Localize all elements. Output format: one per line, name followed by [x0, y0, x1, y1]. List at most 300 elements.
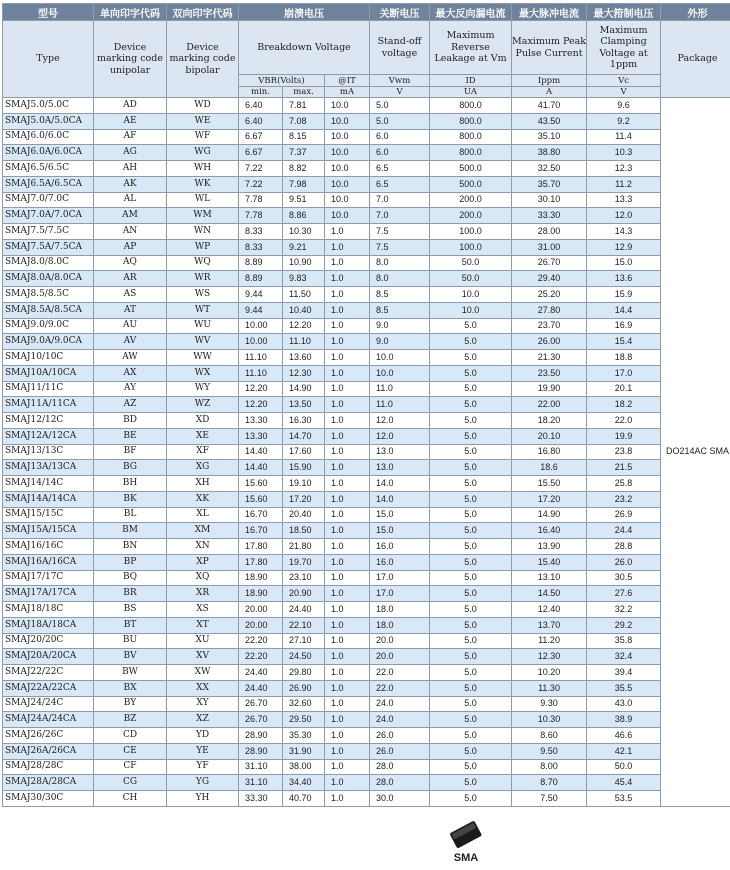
cell-unipolar-code: AS	[94, 287, 167, 303]
cell-id: 100.0	[430, 239, 512, 255]
header-breakdown-cn: 崩溃电压	[239, 4, 370, 21]
cell-ippm: 10.20	[512, 665, 587, 681]
cell-unipolar-code: BV	[94, 649, 167, 665]
cell-vbr-max: 35.30	[283, 728, 325, 744]
cell-vbr-max: 17.20	[283, 491, 325, 507]
cell-it: 1.0	[325, 302, 370, 318]
cell-ippm: 10.30	[512, 712, 587, 728]
cell-vc: 25.8	[587, 476, 661, 492]
cell-id: 5.0	[430, 775, 512, 791]
cell-bipolar-code: WP	[167, 239, 239, 255]
cell-ippm: 7.50	[512, 791, 587, 807]
cell-vbr-max: 23.10	[283, 570, 325, 586]
cell-ippm: 15.40	[512, 554, 587, 570]
cell-vwm: 7.0	[370, 192, 430, 208]
header-vwm-symbol: Vwm	[370, 75, 430, 87]
cell-type: SMAJ12/12C	[3, 413, 94, 429]
cell-vbr-min: 31.10	[239, 759, 283, 775]
cell-bipolar-code: XR	[167, 586, 239, 602]
cell-ippm: 16.80	[512, 444, 587, 460]
cell-vwm: 9.0	[370, 318, 430, 334]
table-row	[3, 334, 730, 350]
header-package-cn: 外形	[661, 4, 730, 21]
cell-vc: 30.5	[587, 570, 661, 586]
table-row	[3, 775, 730, 791]
cell-vbr-max: 14.70	[283, 428, 325, 444]
cell-unipolar-code: AZ	[94, 397, 167, 413]
cell-vbr-max: 26.90	[283, 680, 325, 696]
cell-bipolar-code: YF	[167, 759, 239, 775]
cell-type: SMAJ6.5A/6.5CA	[3, 176, 94, 192]
header-pulse-current: Maximum Peak Pulse Current	[512, 21, 587, 75]
cell-ippm: 8.70	[512, 775, 587, 791]
table-row	[3, 476, 730, 492]
header-bipolar-cn: 双向印字代码	[167, 4, 239, 21]
cell-vbr-min: 7.78	[239, 208, 283, 224]
cell-id: 5.0	[430, 491, 512, 507]
cell-vbr-max: 12.20	[283, 318, 325, 334]
header-unipolar-cn: 单向印字代码	[94, 4, 167, 21]
cell-vc: 14.3	[587, 224, 661, 240]
cell-type: SMAJ26A/26CA	[3, 743, 94, 759]
cell-bipolar-code: WW	[167, 350, 239, 366]
cell-bipolar-code: XZ	[167, 712, 239, 728]
cell-id: 5.0	[430, 743, 512, 759]
cell-unipolar-code: AF	[94, 129, 167, 145]
cell-it: 1.0	[325, 460, 370, 476]
table-row	[3, 507, 730, 523]
cell-vbr-min: 15.60	[239, 491, 283, 507]
cell-bipolar-code: XU	[167, 633, 239, 649]
cell-type: SMAJ30/30C	[3, 791, 94, 807]
cell-ippm: 9.30	[512, 696, 587, 712]
cell-vbr-max: 18.50	[283, 523, 325, 539]
cell-bipolar-code: WT	[167, 302, 239, 318]
cell-vwm: 6.0	[370, 145, 430, 161]
header-vwm-unit: V	[370, 87, 430, 98]
cell-ippm: 18.6	[512, 460, 587, 476]
cell-vbr-min: 18.90	[239, 570, 283, 586]
cell-it: 1.0	[325, 318, 370, 334]
cell-it: 1.0	[325, 554, 370, 570]
cell-it: 1.0	[325, 743, 370, 759]
cell-vc: 46.6	[587, 728, 661, 744]
cell-bipolar-code: XE	[167, 428, 239, 444]
cell-vc: 18.2	[587, 397, 661, 413]
cell-ippm: 12.40	[512, 602, 587, 618]
cell-unipolar-code: CD	[94, 728, 167, 744]
cell-vwm: 14.0	[370, 476, 430, 492]
cell-unipolar-code: AW	[94, 350, 167, 366]
cell-unipolar-code: BG	[94, 460, 167, 476]
cell-ippm: 38.80	[512, 145, 587, 161]
cell-it: 1.0	[325, 444, 370, 460]
cell-it: 1.0	[325, 775, 370, 791]
cell-unipolar-code: CE	[94, 743, 167, 759]
cell-vwm: 6.5	[370, 176, 430, 192]
cell-it: 1.0	[325, 649, 370, 665]
cell-vbr-max: 10.90	[283, 255, 325, 271]
cell-bipolar-code: WY	[167, 381, 239, 397]
cell-ippm: 8.60	[512, 728, 587, 744]
table-row	[3, 413, 730, 429]
cell-type: SMAJ13/13C	[3, 444, 94, 460]
cell-id: 5.0	[430, 633, 512, 649]
table-row	[3, 365, 730, 381]
cell-ippm: 8.00	[512, 759, 587, 775]
cell-id: 5.0	[430, 365, 512, 381]
cell-it: 1.0	[325, 539, 370, 555]
cell-unipolar-code: BY	[94, 696, 167, 712]
cell-vc: 32.4	[587, 649, 661, 665]
cell-ippm: 28.00	[512, 224, 587, 240]
cell-vc: 20.1	[587, 381, 661, 397]
table-row	[3, 712, 730, 728]
cell-it: 1.0	[325, 476, 370, 492]
cell-vbr-min: 24.40	[239, 665, 283, 681]
cell-ippm: 27.80	[512, 302, 587, 318]
cell-ippm: 35.70	[512, 176, 587, 192]
cell-vbr-min: 26.70	[239, 696, 283, 712]
cell-vbr-min: 6.67	[239, 129, 283, 145]
cell-vc: 29.2	[587, 617, 661, 633]
cell-it: 1.0	[325, 759, 370, 775]
cell-vbr-min: 6.40	[239, 98, 283, 114]
cell-vbr-max: 27.10	[283, 633, 325, 649]
cell-type: SMAJ28/28C	[3, 759, 94, 775]
cell-id: 5.0	[430, 570, 512, 586]
header-it-symbol: @IT	[325, 75, 370, 87]
cell-vbr-min: 12.20	[239, 397, 283, 413]
table-row	[3, 696, 730, 712]
cell-type: SMAJ9.0A/9.0CA	[3, 334, 94, 350]
cell-id: 5.0	[430, 602, 512, 618]
cell-vwm: 26.0	[370, 728, 430, 744]
cell-vc: 12.9	[587, 239, 661, 255]
cell-vbr-max: 9.83	[283, 271, 325, 287]
table-row	[3, 602, 730, 618]
cell-id: 5.0	[430, 507, 512, 523]
cell-vbr-min: 8.89	[239, 271, 283, 287]
cell-vbr-max: 9.51	[283, 192, 325, 208]
cell-unipolar-code: AY	[94, 381, 167, 397]
header-max-label: max.	[283, 87, 325, 98]
cell-it: 10.0	[325, 98, 370, 114]
header-vbr-symbol: VBR(Volts)	[239, 75, 325, 87]
cell-id: 200.0	[430, 208, 512, 224]
cell-bipolar-code: WV	[167, 334, 239, 350]
cell-vc: 26.0	[587, 554, 661, 570]
cell-unipolar-code: BX	[94, 680, 167, 696]
spec-table	[2, 3, 730, 807]
cell-ippm: 16.40	[512, 523, 587, 539]
cell-bipolar-code: XK	[167, 491, 239, 507]
cell-bipolar-code: WU	[167, 318, 239, 334]
cell-vc: 17.0	[587, 365, 661, 381]
cell-it: 1.0	[325, 350, 370, 366]
cell-bipolar-code: XX	[167, 680, 239, 696]
cell-vbr-min: 14.40	[239, 460, 283, 476]
cell-bipolar-code: YE	[167, 743, 239, 759]
cell-vc: 16.9	[587, 318, 661, 334]
cell-unipolar-code: AH	[94, 161, 167, 177]
cell-vbr-max: 29.50	[283, 712, 325, 728]
cell-bipolar-code: XV	[167, 649, 239, 665]
cell-it: 1.0	[325, 381, 370, 397]
cell-vwm: 24.0	[370, 712, 430, 728]
package-cell: DO214AC SMA	[661, 98, 730, 807]
cell-it: 1.0	[325, 696, 370, 712]
cell-type: SMAJ22A/22CA	[3, 680, 94, 696]
cell-type: SMAJ8.0/8.0C	[3, 255, 94, 271]
cell-vc: 26.9	[587, 507, 661, 523]
cell-vc: 19.9	[587, 428, 661, 444]
cell-vbr-max: 10.30	[283, 224, 325, 240]
cell-ippm: 26.70	[512, 255, 587, 271]
cell-unipolar-code: BP	[94, 554, 167, 570]
cell-bipolar-code: WS	[167, 287, 239, 303]
cell-bipolar-code: YG	[167, 775, 239, 791]
cell-type: SMAJ16A/16CA	[3, 554, 94, 570]
cell-vwm: 8.0	[370, 271, 430, 287]
cell-vbr-min: 8.33	[239, 239, 283, 255]
cell-ippm: 25.20	[512, 287, 587, 303]
cell-vbr-min: 10.00	[239, 318, 283, 334]
cell-bipolar-code: XG	[167, 460, 239, 476]
table-row	[3, 428, 730, 444]
cell-vc: 43.0	[587, 696, 661, 712]
cell-it: 1.0	[325, 523, 370, 539]
header-vc-symbol: Vc	[587, 75, 661, 87]
cell-bipolar-code: XY	[167, 696, 239, 712]
cell-vc: 50.0	[587, 759, 661, 775]
cell-vwm: 5.0	[370, 113, 430, 129]
cell-vbr-min: 6.40	[239, 113, 283, 129]
cell-id: 5.0	[430, 334, 512, 350]
cell-vwm: 7.5	[370, 224, 430, 240]
table-row	[3, 255, 730, 271]
cell-unipolar-code: BZ	[94, 712, 167, 728]
cell-ippm: 31.00	[512, 239, 587, 255]
cell-id: 5.0	[430, 460, 512, 476]
cell-type: SMAJ28A/28CA	[3, 775, 94, 791]
cell-vbr-min: 24.40	[239, 680, 283, 696]
cell-it: 1.0	[325, 239, 370, 255]
cell-vbr-min: 31.10	[239, 775, 283, 791]
cell-vbr-max: 17.60	[283, 444, 325, 460]
cell-id: 5.0	[430, 586, 512, 602]
cell-vbr-min: 17.80	[239, 554, 283, 570]
table-row	[3, 444, 730, 460]
cell-vbr-max: 7.81	[283, 98, 325, 114]
cell-vc: 12.3	[587, 161, 661, 177]
cell-ippm: 9.50	[512, 743, 587, 759]
cell-vwm: 12.0	[370, 428, 430, 444]
table-row	[3, 728, 730, 744]
cell-type: SMAJ8.5/8.5C	[3, 287, 94, 303]
cell-bipolar-code: XP	[167, 554, 239, 570]
cell-id: 5.0	[430, 381, 512, 397]
cell-vbr-max: 11.50	[283, 287, 325, 303]
cell-it: 1.0	[325, 287, 370, 303]
cell-bipolar-code: WN	[167, 224, 239, 240]
cell-vwm: 15.0	[370, 507, 430, 523]
cell-vbr-max: 29.80	[283, 665, 325, 681]
cell-it: 10.0	[325, 129, 370, 145]
cell-vbr-max: 32.60	[283, 696, 325, 712]
header-vc-unit: V	[587, 87, 661, 98]
cell-id: 5.0	[430, 712, 512, 728]
cell-unipolar-code: BE	[94, 428, 167, 444]
cell-it: 1.0	[325, 224, 370, 240]
cell-ippm: 23.50	[512, 365, 587, 381]
cell-id: 5.0	[430, 350, 512, 366]
cell-unipolar-code: CF	[94, 759, 167, 775]
cell-unipolar-code: AD	[94, 98, 167, 114]
cell-vc: 22.0	[587, 413, 661, 429]
cell-vbr-min: 17.80	[239, 539, 283, 555]
cell-type: SMAJ9.0/9.0C	[3, 318, 94, 334]
cell-id: 800.0	[430, 129, 512, 145]
cell-id: 5.0	[430, 696, 512, 712]
cell-type: SMAJ11/11C	[3, 381, 94, 397]
cell-bipolar-code: WK	[167, 176, 239, 192]
cell-vbr-min: 22.20	[239, 649, 283, 665]
cell-unipolar-code: BM	[94, 523, 167, 539]
cell-vbr-max: 8.15	[283, 129, 325, 145]
cell-ippm: 18.20	[512, 413, 587, 429]
cell-vc: 32.2	[587, 602, 661, 618]
cell-vbr-min: 22.20	[239, 633, 283, 649]
cell-vc: 10.3	[587, 145, 661, 161]
cell-vc: 42.1	[587, 743, 661, 759]
cell-type: SMAJ20A/20CA	[3, 649, 94, 665]
cell-vbr-max: 24.50	[283, 649, 325, 665]
cell-vc: 53.5	[587, 791, 661, 807]
cell-id: 10.0	[430, 302, 512, 318]
cell-vwm: 28.0	[370, 759, 430, 775]
header-clamping-cn: 最大箝制电压	[587, 4, 661, 21]
cell-vbr-min: 11.10	[239, 350, 283, 366]
cell-it: 10.0	[325, 161, 370, 177]
cell-vwm: 20.0	[370, 649, 430, 665]
cell-ippm: 22.00	[512, 397, 587, 413]
header-package: Package	[661, 21, 730, 98]
cell-it: 10.0	[325, 192, 370, 208]
header-clamping: Maximum Clamping Voltage at 1ppm	[587, 21, 661, 75]
cell-type: SMAJ17A/17CA	[3, 586, 94, 602]
cell-vbr-max: 9.21	[283, 239, 325, 255]
cell-id: 5.0	[430, 728, 512, 744]
cell-vbr-min: 7.22	[239, 161, 283, 177]
cell-id: 800.0	[430, 113, 512, 129]
cell-type: SMAJ7.0/7.0C	[3, 192, 94, 208]
cell-type: SMAJ15/15C	[3, 507, 94, 523]
cell-unipolar-code: AQ	[94, 255, 167, 271]
table-row	[3, 192, 730, 208]
cell-type: SMAJ22/22C	[3, 665, 94, 681]
table-row	[3, 791, 730, 807]
cell-vbr-max: 38.00	[283, 759, 325, 775]
cell-vwm: 15.0	[370, 523, 430, 539]
table-row	[3, 176, 730, 192]
cell-vwm: 18.0	[370, 617, 430, 633]
cell-id: 50.0	[430, 271, 512, 287]
cell-ippm: 30.10	[512, 192, 587, 208]
cell-id: 5.0	[430, 759, 512, 775]
cell-ippm: 11.20	[512, 633, 587, 649]
cell-id: 5.0	[430, 523, 512, 539]
cell-ippm: 35.10	[512, 129, 587, 145]
cell-vbr-min: 26.70	[239, 712, 283, 728]
cell-unipolar-code: AM	[94, 208, 167, 224]
cell-ippm: 13.10	[512, 570, 587, 586]
cell-type: SMAJ14A/14CA	[3, 491, 94, 507]
header-standoff-cn: 关断电压	[370, 4, 430, 21]
cell-bipolar-code: WH	[167, 161, 239, 177]
cell-it: 10.0	[325, 176, 370, 192]
cell-vbr-max: 8.86	[283, 208, 325, 224]
cell-unipolar-code: BQ	[94, 570, 167, 586]
header-id-symbol: ID	[430, 75, 512, 87]
cell-type: SMAJ14/14C	[3, 476, 94, 492]
cell-id: 5.0	[430, 665, 512, 681]
cell-id: 5.0	[430, 649, 512, 665]
cell-unipolar-code: BD	[94, 413, 167, 429]
header-standoff: Stand-off voltage	[370, 21, 430, 75]
cell-ippm: 29.40	[512, 271, 587, 287]
cell-vwm: 8.5	[370, 302, 430, 318]
cell-id: 10.0	[430, 287, 512, 303]
cell-vbr-max: 24.40	[283, 602, 325, 618]
cell-it: 1.0	[325, 617, 370, 633]
table-row	[3, 523, 730, 539]
cell-vwm: 28.0	[370, 775, 430, 791]
cell-type: SMAJ5.0A/5.0CA	[3, 113, 94, 129]
cell-vc: 18.8	[587, 350, 661, 366]
cell-vwm: 16.0	[370, 539, 430, 555]
cell-ippm: 15.50	[512, 476, 587, 492]
cell-type: SMAJ13A/13CA	[3, 460, 94, 476]
cell-vwm: 17.0	[370, 570, 430, 586]
cell-bipolar-code: WR	[167, 271, 239, 287]
header-bipolar: Device marking code bipolar	[167, 21, 239, 98]
cell-vc: 35.5	[587, 680, 661, 696]
table-row	[3, 239, 730, 255]
cell-vc: 27.6	[587, 586, 661, 602]
cell-vwm: 17.0	[370, 586, 430, 602]
cell-type: SMAJ17/17C	[3, 570, 94, 586]
cell-vbr-max: 16.30	[283, 413, 325, 429]
cell-vbr-min: 13.30	[239, 413, 283, 429]
table-row	[3, 759, 730, 775]
cell-bipolar-code: XN	[167, 539, 239, 555]
cell-id: 5.0	[430, 413, 512, 429]
cell-type: SMAJ20/20C	[3, 633, 94, 649]
table-row	[3, 224, 730, 240]
cell-bipolar-code: XW	[167, 665, 239, 681]
cell-type: SMAJ10A/10CA	[3, 365, 94, 381]
table-row	[3, 680, 730, 696]
cell-vc: 39.4	[587, 665, 661, 681]
cell-it: 1.0	[325, 602, 370, 618]
cell-unipolar-code: AN	[94, 224, 167, 240]
cell-vbr-max: 12.30	[283, 365, 325, 381]
header-ippm-symbol: Ippm	[512, 75, 587, 87]
cell-bipolar-code: XS	[167, 602, 239, 618]
cell-vc: 23.8	[587, 444, 661, 460]
cell-vbr-max: 31.90	[283, 743, 325, 759]
